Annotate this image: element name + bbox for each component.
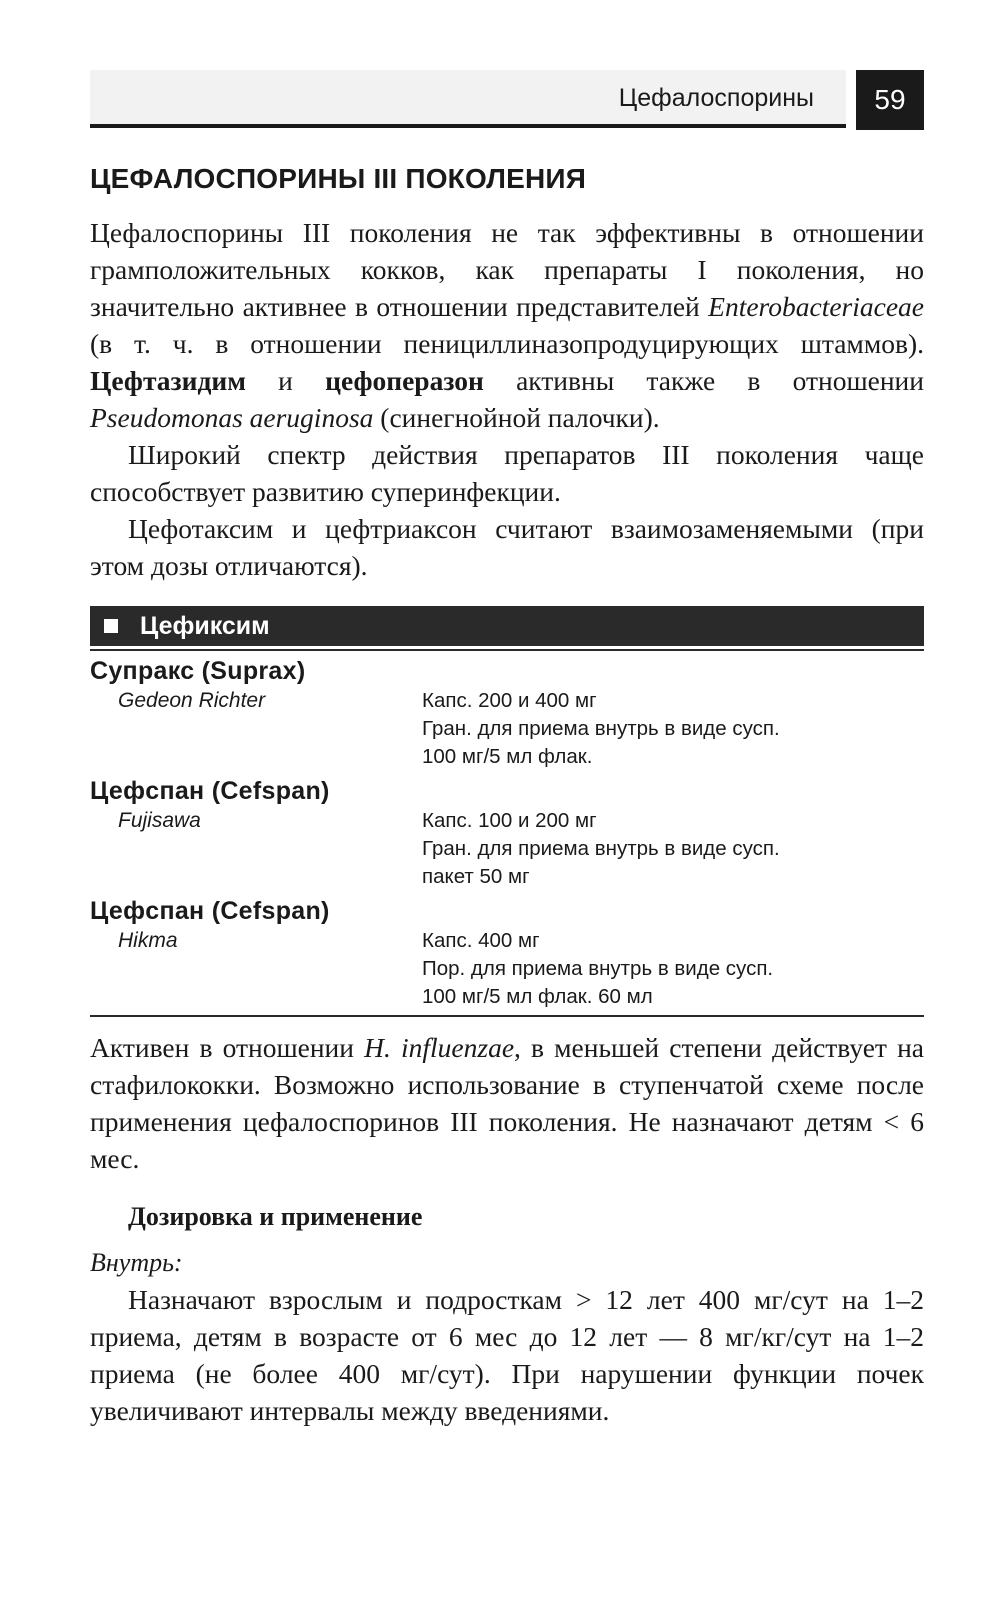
organism-name: Pseudomonas aeruginosa xyxy=(90,402,374,433)
activity-text: Активен в отношении xyxy=(90,1032,365,1063)
product-name: Цефспан (Cefspan) xyxy=(90,777,330,805)
organism-name: H. influenzae xyxy=(364,1032,515,1063)
drug-term: Цефтазидим xyxy=(90,365,246,396)
dosage-form-line: пакет 50 мг xyxy=(422,865,530,888)
organism-name: Enterobacteriaceae xyxy=(708,291,924,322)
dosage-forms xyxy=(390,687,924,771)
manufacturer: Hikma xyxy=(118,929,178,952)
dosage-form-line: Капс. 400 мг xyxy=(422,929,540,952)
divider xyxy=(90,649,924,651)
dosage-form-line: Гран. для приема внутрь в виде сусп. xyxy=(422,837,780,860)
product-entry xyxy=(90,655,924,771)
running-header xyxy=(90,70,924,130)
route-label: Внутрь: xyxy=(90,1248,183,1277)
product-entry xyxy=(90,775,924,891)
dosage-form-line: 100 мг/5 мл флак. 60 мл xyxy=(422,985,653,1008)
page-number: 59 xyxy=(856,70,924,130)
intro-text: и xyxy=(245,365,326,396)
square-bullet-icon xyxy=(104,619,118,633)
activity-paragraph xyxy=(90,1029,924,1177)
activity-text: , в меньшей степени действует на стафилококки. Возможно использование в ступенчатой схеме после применения цефалоспоринов III поколения. Не назначают детям < 6 мес. xyxy=(90,1032,924,1174)
dosage-paragraph: Назначают взрослым и подросткам > 12 лет 400 мг/сут на 1–2 приема, детям в возрасте от 6 мес до 12 лет — 8 мг/кг/сут на 1–2 приема (не более 400 мг/сут). При нарушении функции почек увеличивают интервалы между введениями. xyxy=(90,1284,924,1426)
dosage-form-line: Капс. 100 и 200 мг xyxy=(422,809,597,832)
dosage-form-line: Капс. 200 и 400 мг xyxy=(422,689,597,712)
product-entry xyxy=(90,895,924,1011)
product-name: Цефспан (Cefspan) xyxy=(90,897,330,925)
intro-text: активны также в отношении xyxy=(483,365,924,396)
manufacturer: Fujisawa xyxy=(118,809,201,832)
dosage-form-line: Гран. для приема внутрь в виде сусп. xyxy=(422,717,780,740)
dosage-forms xyxy=(390,807,924,891)
book-page xyxy=(90,70,924,1429)
intro-text: (синегнойной палочки). xyxy=(373,402,660,433)
manufacturer: Gedeon Richter xyxy=(118,689,266,712)
product-table xyxy=(90,655,924,1017)
dosage-form-line: 100 мг/5 мл флак. xyxy=(422,745,593,768)
product-name: Супракс (Suprax) xyxy=(90,657,306,685)
dosage-heading: Дозировка и применение xyxy=(128,1202,423,1231)
drug-term: цефоперазон xyxy=(325,365,484,396)
section-title: ЦЕФАЛОСПОРИНЫ III ПОКОЛЕНИЯ xyxy=(90,163,587,194)
intro-paragraph xyxy=(90,214,924,436)
product-row xyxy=(90,687,924,771)
product-row xyxy=(90,927,924,1011)
running-title: Цефалоспорины xyxy=(618,84,814,112)
product-row xyxy=(90,807,924,891)
interchange-paragraph: Цефотаксим и цефтриаксон считают взаимозаменяемыми (при этом дозы отличаются). xyxy=(90,513,924,581)
spectrum-paragraph: Широкий спектр действия препаратов III поколения чаще способствует развитию суперинфекции. xyxy=(90,439,924,507)
dosage-form-line: Пор. для приема внутрь в виде сусп. xyxy=(422,957,774,980)
drug-heading: Цефиксим xyxy=(140,612,270,640)
intro-text: (в т. ч. в отношении пенициллиназопродуцирующих штаммов). xyxy=(90,328,924,359)
drug-heading-bar xyxy=(90,606,924,646)
intro-text: Цефалоспорины III поколения не так эффективны в отношении грамположительных кокков, как препараты I поколения, но значительно активнее в отношении представителей xyxy=(90,217,924,322)
dosage-forms xyxy=(390,927,924,1011)
